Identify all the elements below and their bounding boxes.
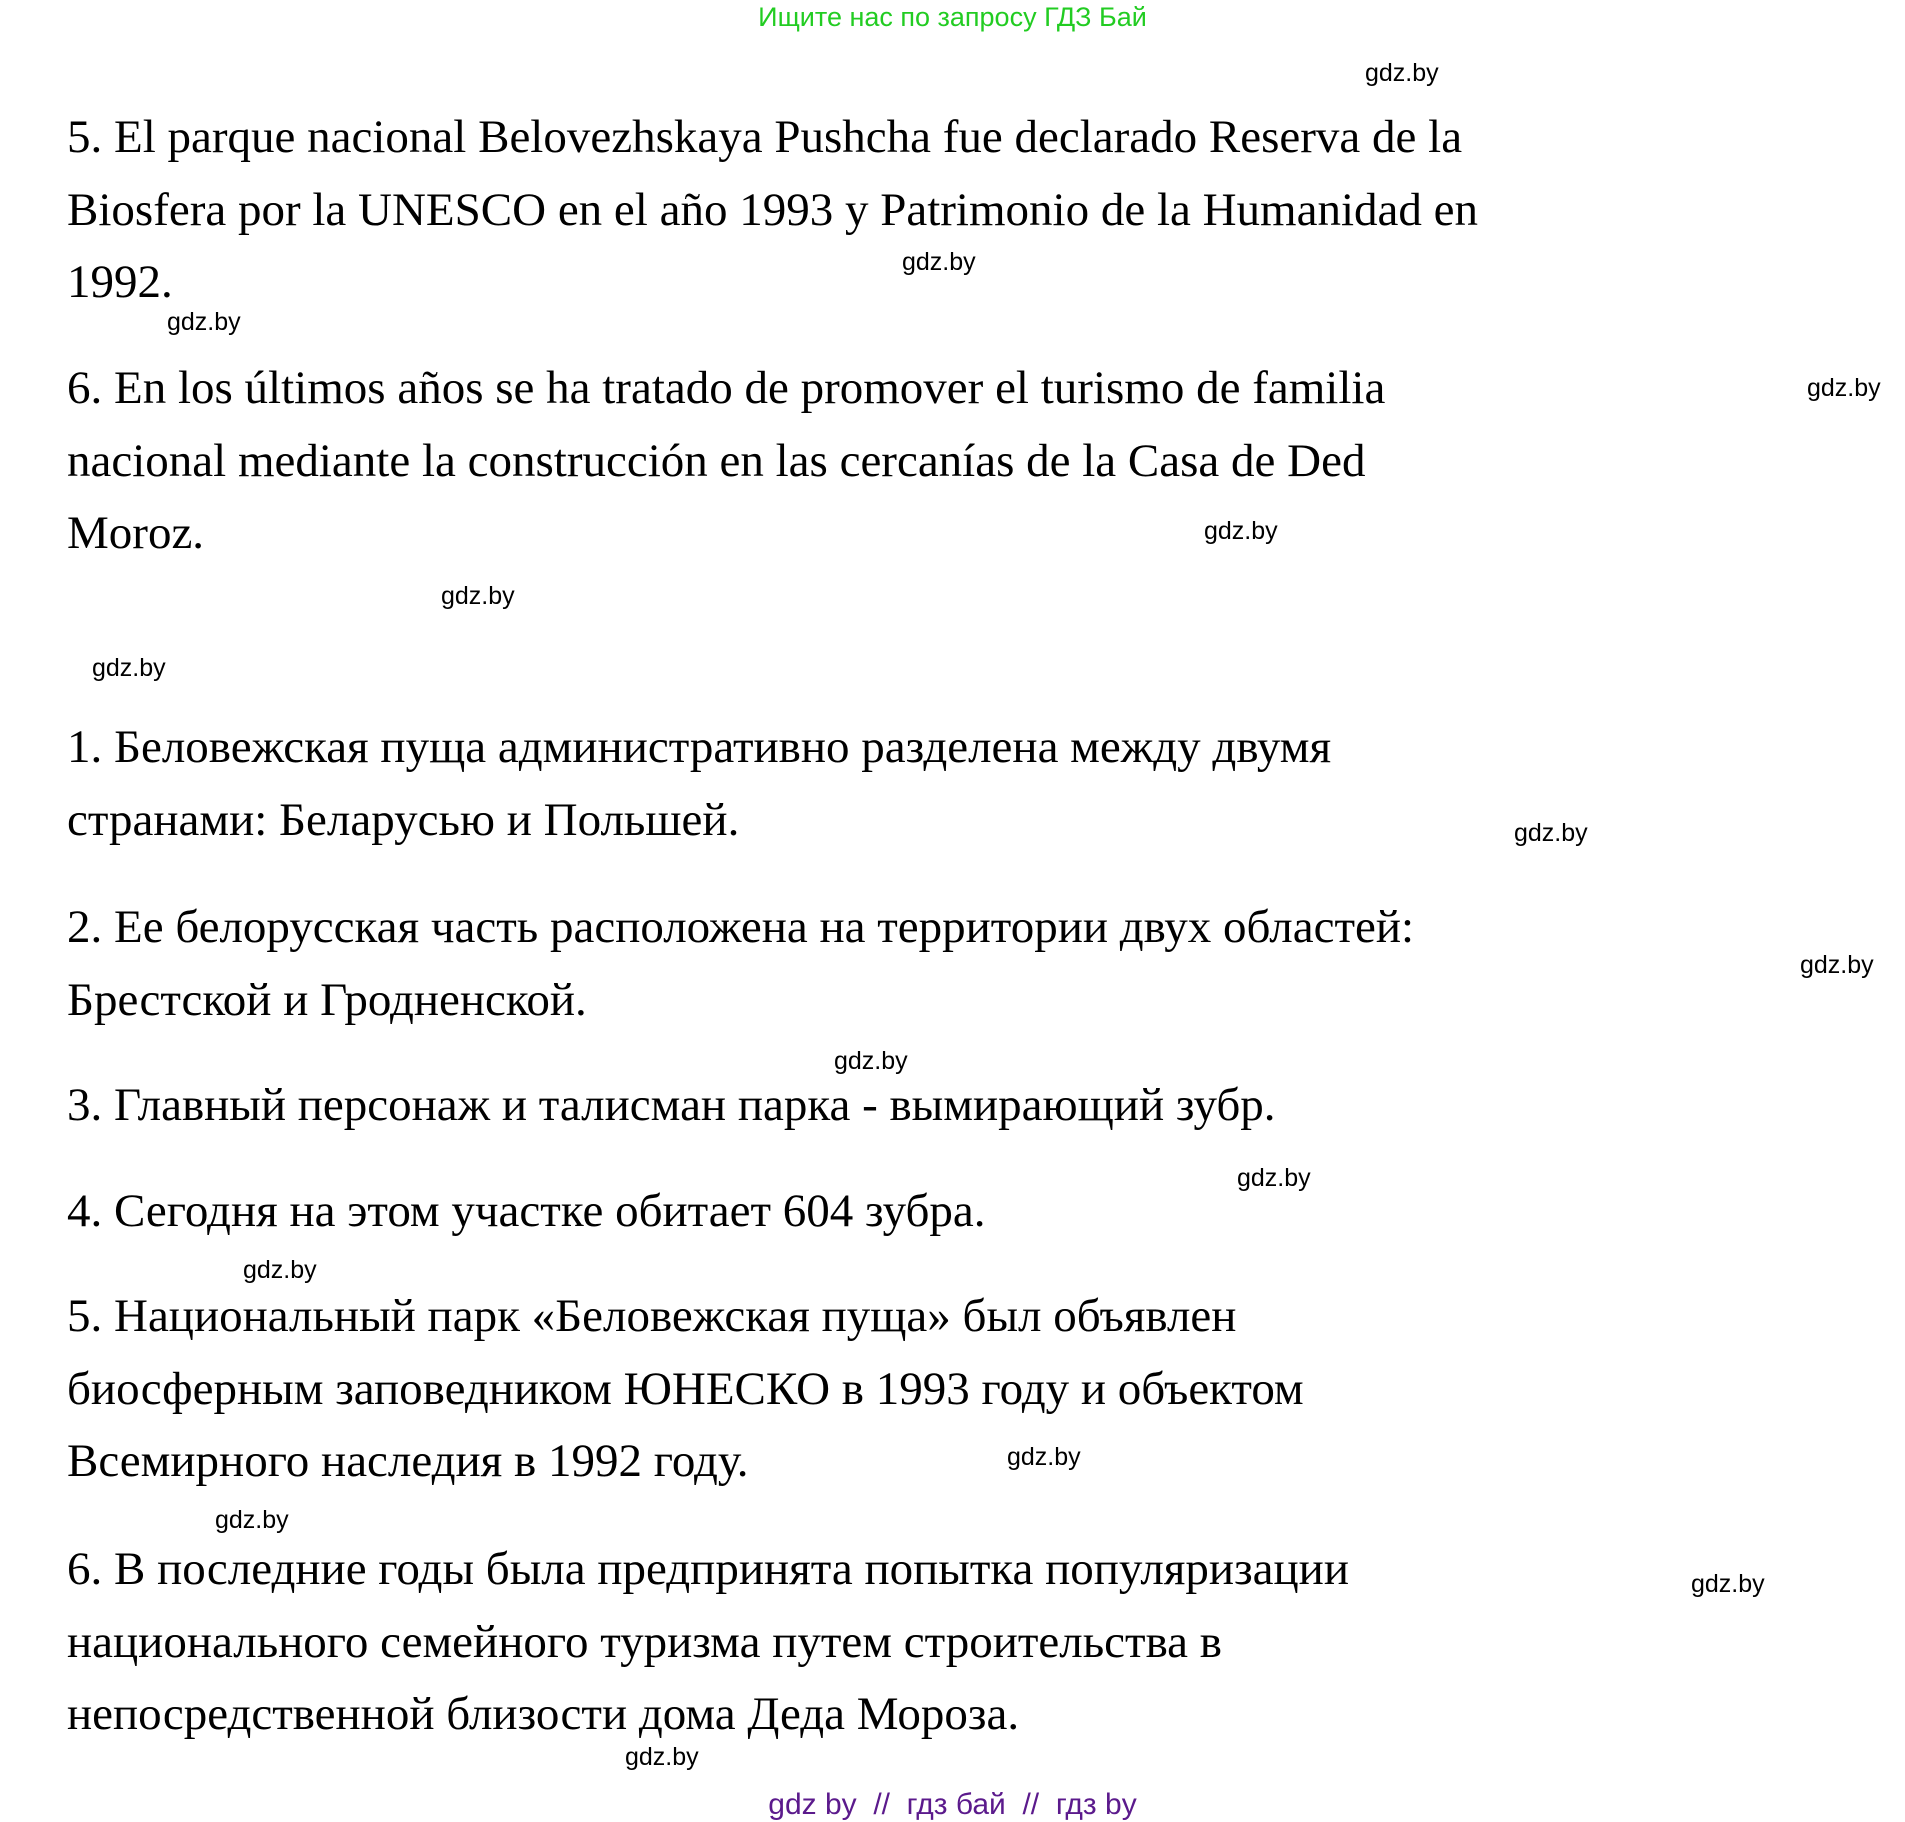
paragraph-line: 6. В последние годы была предпринята попытка популяризации	[67, 1543, 1349, 1595]
answer-paragraph	[67, 1280, 1304, 1498]
answer-paragraph	[67, 1533, 1349, 1751]
paragraph-line: 5. Национальный парк «Беловежская пуща» был объявлен	[67, 1290, 1237, 1342]
paragraph-line: Biosfera por la UNESCO en el año 1993 y Patrimonio de la Humanidad en	[67, 183, 1479, 236]
paragraph-line: биосферным заповедником ЮНЕСКО в 1993 году и объектом	[67, 1362, 1304, 1415]
answer-paragraph	[67, 1175, 986, 1248]
paragraph-line: странами: Беларусью и Польшей.	[67, 793, 740, 846]
answer-paragraph	[67, 101, 1478, 319]
paragraph-line: 6. En los últimos años se ha tratado de promover el turismo de familia	[67, 362, 1386, 414]
watermark: gdz.by	[1800, 951, 1874, 979]
watermark: gdz.by	[167, 308, 241, 336]
paragraph-line: непосредственной близости дома Деда Мороза.	[67, 1688, 1020, 1740]
watermark: gdz.by	[1204, 517, 1278, 545]
watermark: gdz.by	[1807, 374, 1881, 402]
paragraph-line: Всемирного наследия в 1992 году.	[67, 1435, 749, 1487]
watermark: gdz.by	[215, 1506, 289, 1534]
paragraph-line: 5. El parque nacional Belovezhskaya Pushcha fue declarado Reserva de la	[67, 111, 1463, 163]
watermark: gdz.by	[1237, 1164, 1311, 1192]
answer-paragraph	[67, 1069, 1275, 1142]
watermark: gdz.by	[1514, 819, 1588, 847]
paragraph-line: 1992.	[67, 256, 173, 308]
watermark: gdz.by	[92, 654, 166, 682]
paragraph-line: 3. Главный персонаж и талисман парка - вымирающий зубр.	[67, 1079, 1276, 1131]
answer-paragraph	[67, 352, 1385, 570]
watermark: gdz.by	[243, 1256, 317, 1284]
header-banner: Ищите нас по запросу ГДЗ Бай	[758, 2, 1147, 32]
answer-paragraph	[67, 711, 1331, 856]
watermark: gdz.by	[834, 1047, 908, 1075]
paragraph-line: 4. Сегодня на этом участке обитает 604 зубра.	[67, 1185, 986, 1237]
paragraph-line: 1. Беловежская пуща административно разделена между двумя	[67, 721, 1332, 773]
paragraph-line: национального семейного туризма путем строительства в	[67, 1615, 1222, 1668]
watermark: gdz.by	[625, 1743, 699, 1771]
watermark: gdz.by	[441, 582, 515, 610]
watermark: gdz.by	[902, 248, 976, 276]
watermark: gdz.by	[1365, 59, 1439, 87]
footer-banner: gdz by // гдз бай // гдз by	[768, 1788, 1137, 1821]
paragraph-line: 2. Ее белорусская часть расположена на территории двух областей:	[67, 901, 1415, 953]
watermark: gdz.by	[1007, 1443, 1081, 1471]
answer-paragraph	[67, 891, 1414, 1036]
paragraph-line: Moroz.	[67, 507, 205, 559]
paragraph-line: nacional mediante la construcción en las cercanías de la Casa de Ded	[67, 434, 1366, 487]
watermark: gdz.by	[1691, 1570, 1765, 1598]
paragraph-line: Брестской и Гродненской.	[67, 973, 587, 1026]
